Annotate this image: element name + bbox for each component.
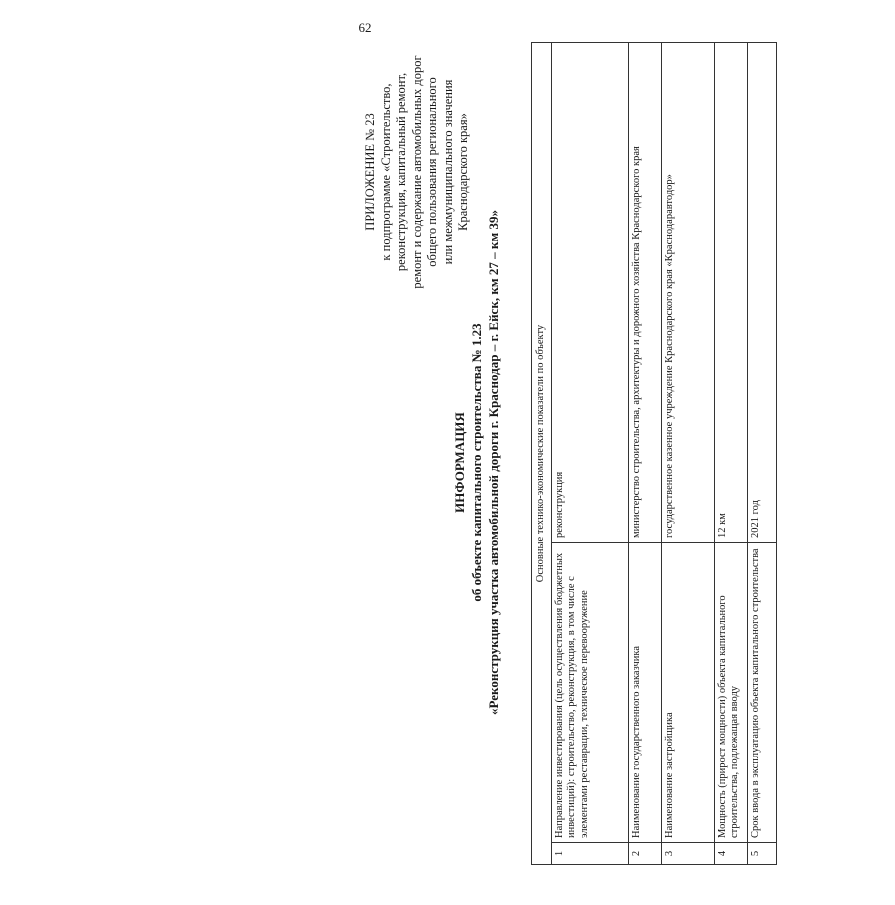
row-number: 4 [714,843,747,865]
title-project: «Реконструкция участка автомобильной дороги г. Краснодар – г. Ейск, км 27 – км 39» [486,209,501,716]
title-heading: ИНФОРМАЦИЯ [452,412,467,513]
row-value: 2021 год [747,43,776,543]
appendix-line: Краснодарского края» [456,113,470,231]
page-number: 62 [358,20,372,35]
table-header: Основные технико-экономические показатели по объекту [532,43,552,865]
document-title [451,40,502,885]
table-row [747,43,776,865]
appendix-line: к подпрограмме «Строительство, [378,83,393,261]
row-value: реконструкция [551,43,628,543]
row-label: Срок ввода в эксплуатацию объекта капитального строительства [747,543,776,843]
row-value: министерство строительства, архитектуры и дорожного хозяйства Краснодарского края [628,43,661,543]
indicators-table [531,42,777,865]
row-number: 3 [661,843,714,865]
appendix-line: или межмуниципального значения [440,79,455,265]
appendix-line: ремонт и содержание автомобильных дорог [409,55,424,289]
title-object: об объекте капитального строительства № 1.23 [469,323,484,602]
row-number: 2 [628,843,661,865]
row-number: 1 [551,843,628,865]
appendix-line: общего пользования регионального [425,77,439,267]
row-value: 12 км [714,43,747,543]
row-number: 5 [747,843,776,865]
table-row [628,43,661,865]
table-row [661,43,714,865]
row-label: Мощность (прирост мощности) объекта капитального строительства, подлежащая вводу [714,543,747,843]
row-value: государственное казенное учреждение Краснодарского края «Краснодаравтодор» [661,43,714,543]
table-row [714,43,747,865]
row-label: Наименование застройщика [661,543,714,843]
table-row [551,43,628,865]
appendix-line: ПРИЛОЖЕНИЕ № 23 [363,113,377,231]
row-label: Наименование государственного заказчика [628,543,661,843]
row-label: Направление инвестирования (цель осуществления бюджетных инвестиций): строительство, реконструкция, в том числе с элементами реставрации, техническое перевооружение [551,543,628,843]
appendix-line: реконструкция, капитальный ремонт, [394,72,408,272]
rotated-page-content [335,40,895,885]
